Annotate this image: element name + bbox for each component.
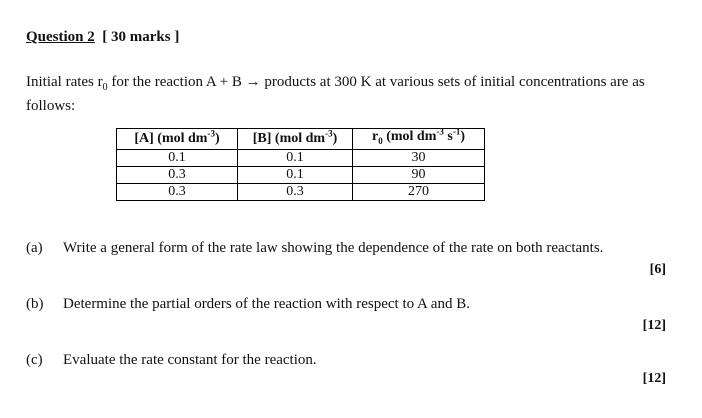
part-c-marks: [12] <box>642 371 666 386</box>
part-b-marks: [12] <box>642 318 666 333</box>
cell-rate: 30 <box>353 149 485 166</box>
part-c-label: (c) <box>26 352 43 368</box>
part-a-label: (a) <box>26 240 43 256</box>
part-a-marks: [6] <box>649 262 666 277</box>
cell-rate: 90 <box>353 166 485 183</box>
intro-subscript: 0 <box>102 82 108 93</box>
cell-conc-b: 0.3 <box>238 183 353 200</box>
header-initial-rate: $r_0$ (mol $dm^{-3}$ $s^{-1}$) <box>353 129 485 150</box>
part-c-text: Evaluate the rate constant for the reaction. <box>63 352 317 368</box>
table-header-row <box>117 129 485 150</box>
cell-rate: 270 <box>353 183 485 200</box>
intro-text-start: Initial rates r <box>26 74 103 90</box>
part-b-text: Determine the partial orders of the reaction with respect to A and B. <box>63 296 470 312</box>
table-row <box>117 183 485 200</box>
header-conc-a: [A] (mol $dm^{-3}$) <box>117 129 238 150</box>
question-heading <box>26 29 179 46</box>
cell-conc-b: 0.1 <box>238 166 353 183</box>
header-conc-b: [B] (mol $dm^{-3}$) <box>238 129 353 150</box>
question-number: Question 2 <box>26 29 95 45</box>
part-b-label: (b) <box>26 296 44 312</box>
initial-rates-table <box>116 128 485 201</box>
question-total-marks: [ 30 marks ] <box>102 29 180 45</box>
cell-conc-a: 0.3 <box>117 166 238 183</box>
part-a-text: Write a general form of the rate law showing the dependence of the rate on both reactants. <box>63 240 604 256</box>
cell-conc-b: 0.1 <box>238 149 353 166</box>
table-row <box>117 166 485 183</box>
intro-text-end: for the reaction A + B → products at 300 K at various sets of initial concentrations are as follows: <box>26 74 645 114</box>
cell-conc-a: 0.1 <box>117 149 238 166</box>
question-intro <box>26 73 666 116</box>
cell-conc-a: 0.3 <box>117 183 238 200</box>
table-row <box>117 149 485 166</box>
